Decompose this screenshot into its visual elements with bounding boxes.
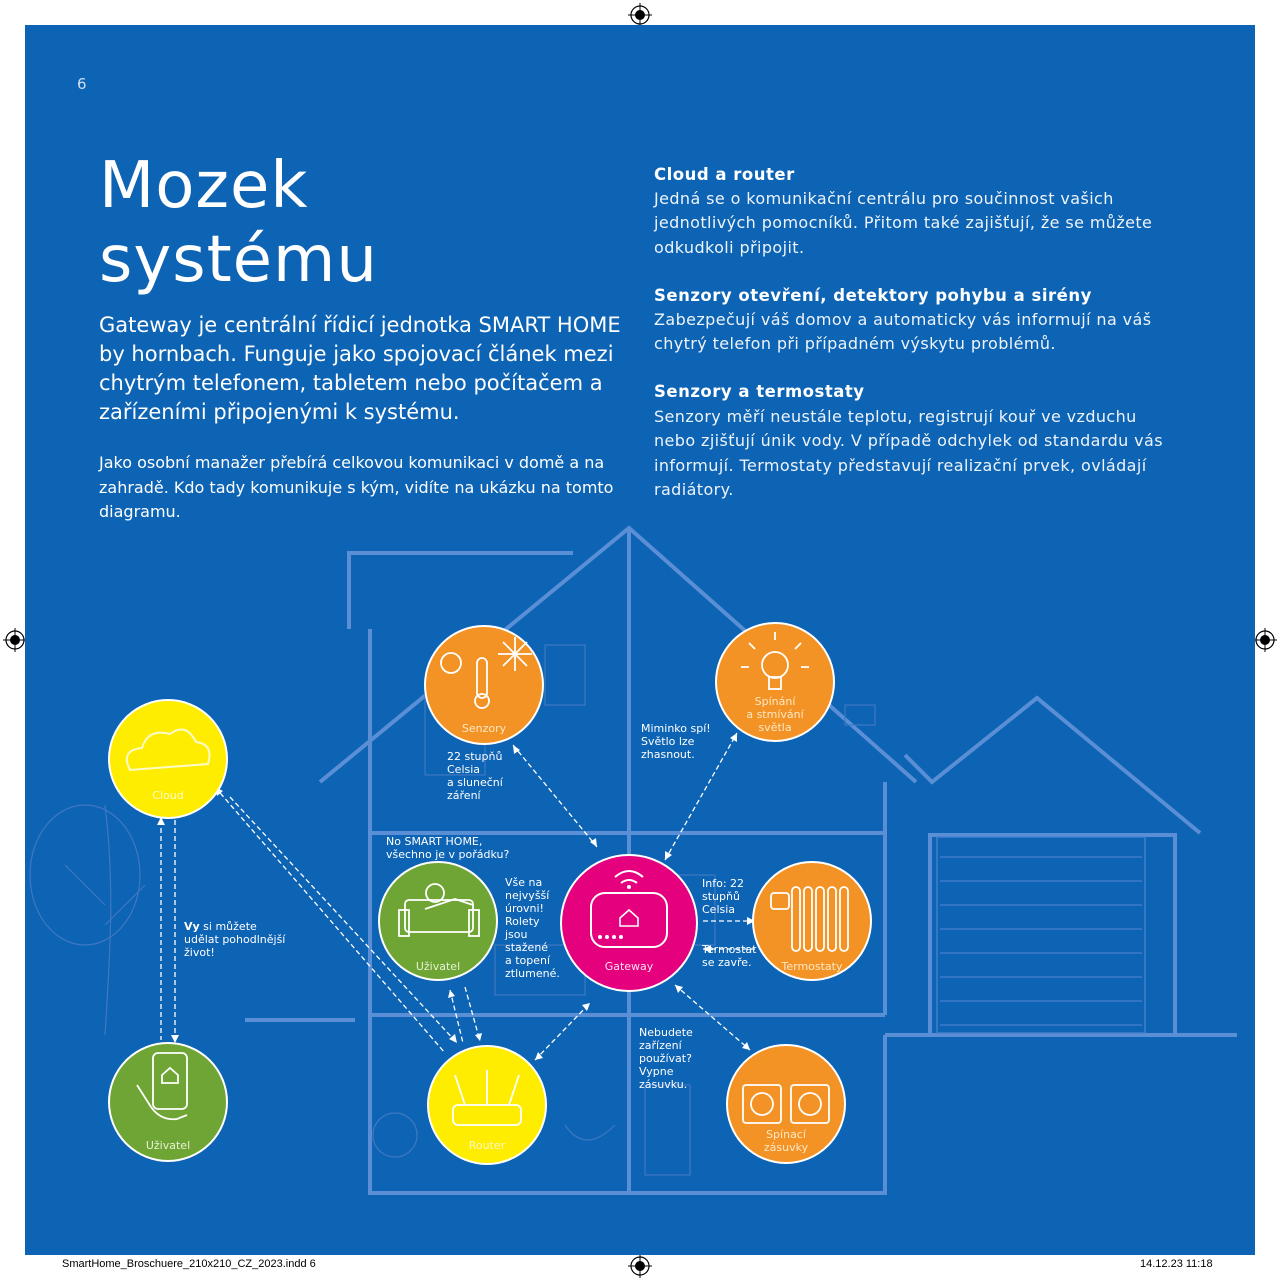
termostaty-node	[753, 862, 871, 980]
spinani-label-2: a stmívání	[746, 708, 804, 721]
router-node	[428, 1046, 546, 1164]
uzivatel-home-label: Uživatel	[415, 960, 461, 973]
section-text-security-sensors: Zabezpečují váš domov a automaticky vás informují na váš chytrý telefon při případném výskytu problémů.	[654, 310, 1152, 354]
uzivatel-home-node	[379, 862, 497, 980]
termostaty-label: Termostaty	[781, 960, 843, 973]
section-text-cloud-router: Jedná se o komunikační centrálu pro součinnost vašich jednotlivých pomocníků. Přitom také zajišťují, že se můžete odkudkoli připojit.	[654, 189, 1153, 257]
registration-mark-top-icon	[628, 3, 652, 27]
note-device: Nebudete zařízení používat? Vypne zásuvku.	[639, 1026, 693, 1091]
senzory-label: Senzory	[461, 722, 507, 735]
uzivatel-phone-node	[109, 1043, 227, 1161]
note-home: No SMART HOME, všechno je v pořádku?	[386, 835, 510, 861]
section-heading-cloud-router: Cloud a router	[654, 165, 795, 184]
zasuvky-label-1: Spínací	[766, 1128, 806, 1141]
gateway-label: Gateway	[604, 960, 654, 973]
spinani-label-1: Spínání	[754, 695, 796, 708]
page-title-line-1: Mozek	[99, 149, 309, 223]
intro-paragraph: Jako osobní manažer přebírá celkovou komunikaci v domě a na zahradě. Kdo tady komunikuje s kým, vidíte na ukázku na tomto diagramu.	[99, 453, 614, 521]
cloud-label: Cloud	[152, 789, 184, 802]
zasuvky-label-2: zásuvky	[763, 1141, 809, 1154]
registration-mark-bottom-icon	[628, 1254, 652, 1278]
note-sensor: 22 stupňů Celsia a sluneční záření	[447, 750, 503, 802]
gateway-node	[561, 855, 697, 991]
note-light: Miminko spí! Světlo lze zhasnout.	[641, 722, 711, 761]
spinani-node	[716, 623, 834, 741]
router-label: Router	[468, 1139, 506, 1152]
snowflake-icon	[498, 637, 532, 671]
garage-door	[937, 837, 1145, 1033]
page-title	[99, 149, 378, 297]
note-state: Vše na nejvyšší úrovni! Rolety jsou stažené a topení ztlumené.	[505, 876, 560, 980]
zasuvky-node	[727, 1045, 845, 1163]
registration-mark-right-icon	[1253, 628, 1277, 652]
section-heading-sensors-thermostats: Senzory a termostaty	[654, 382, 865, 401]
section-heading-security-sensors: Senzory otevření, detektory pohybu a sirény	[654, 286, 1092, 305]
note-thermostat: Termostat se zavře.	[702, 943, 757, 969]
uzivatel-phone-label: Uživatel	[145, 1139, 191, 1152]
registration-mark-left-icon	[3, 628, 27, 652]
print-slug-date: 14.12.23 11:18	[1140, 1258, 1213, 1270]
print-slug-file: SmartHome_Broschuere_210x210_CZ_2023.indd 6	[62, 1258, 316, 1270]
page-title-line-2: systému	[99, 223, 378, 297]
lead-paragraph: Gateway je centrální řídicí jednotka SMART HOME by hornbach. Funguje jako spojovací článek mezi chytrým telefonem, tabletem nebo počítačem a zařízeními připojenými k systému.	[99, 313, 621, 424]
cloud-node	[109, 700, 227, 818]
note-info: Info: 22 stupňů Celsia	[702, 877, 745, 916]
spinani-label-3: světla	[758, 721, 792, 734]
brochure-page	[25, 25, 1255, 1255]
page-number: 6	[77, 75, 87, 93]
senzory-node	[425, 626, 543, 744]
section-text-sensors-thermostats: Senzory měří neustále teplotu, registrují kouř ve vzduchu nebo zjišťují únik vody. V případě odchylek od standardu vás informují. Termostaty představují realizační prvek, ovládají radiátory.	[654, 407, 1163, 499]
note-user: Vy si můžete udělat pohodlnější život!	[184, 920, 286, 959]
